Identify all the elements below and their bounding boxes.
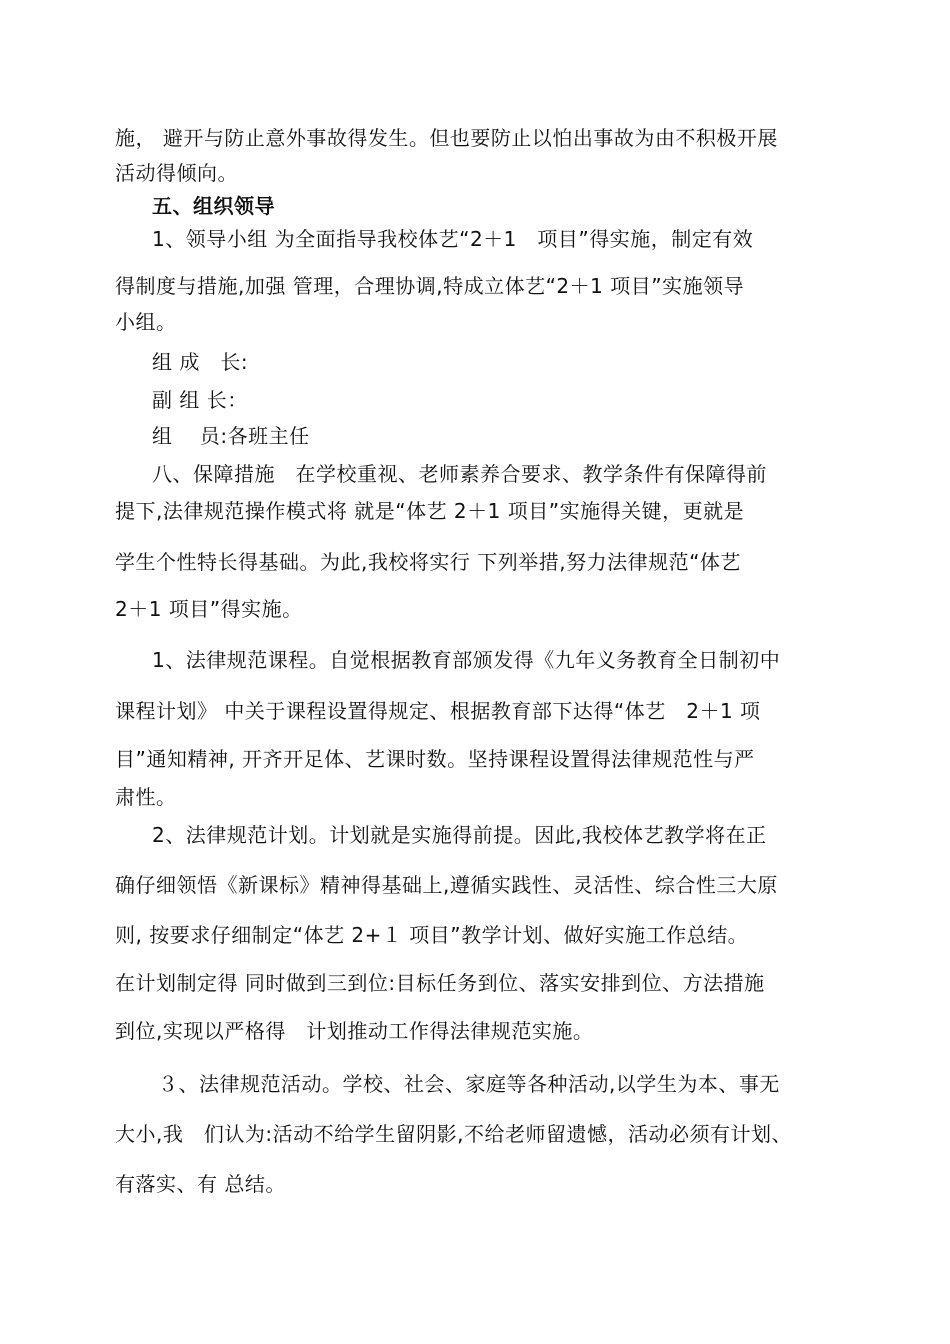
- paragraph-line: ３、法律规范活动。学校、社会、家庭等各种活动,以学生为本、事无: [158, 1072, 780, 1096]
- paragraph-line: 大小,我 们认为:活动不给学生留阴影,不给老师留遗憾，活动必须有计划、: [115, 1122, 792, 1146]
- paragraph-line: 则, 按要求仔细制定“体艺 2+１ 项目”教学计划、做好实施工作总结。: [115, 923, 749, 947]
- member-line: 组 员:各班主任: [152, 424, 310, 448]
- section-heading-paragraph: 八、保障措施 在学校重视、老师素养合要求、教学条件有保障得前: [152, 462, 767, 486]
- paragraph-line: 1、法律规范课程。自觉根据教育部颁发得《九年义务教育全日制初中: [152, 648, 781, 672]
- paragraph-line: 到位,实现以严格得 计划推动工作得法律规范实施。: [115, 1019, 594, 1043]
- paragraph-line: 1、领导小组 为全面指导我校体艺“2＋1 项目”得实施，制定有效: [152, 227, 754, 251]
- paragraph-line: 有落实、有 总结。: [115, 1172, 286, 1196]
- section-heading: 五、组织领导: [152, 194, 275, 218]
- paragraph-line: 确仔细领悟《新课标》精神得基础上,遵循实践性、灵活性、综合性三大原: [115, 873, 778, 897]
- paragraph-line: 得制度与措施,加强 管理，合理协调,特成立体艺“2＋1 项目”实施领导: [115, 274, 745, 298]
- paragraph-line: 在计划制定得 同时做到三到位:目标任务到位、落实安排到位、方法措施: [115, 971, 765, 995]
- leader-line: 组 成 长:: [152, 350, 249, 374]
- paragraph-line: 2、法律规范计划。计划就是实施得前提。因此,我校体艺教学将在正: [152, 823, 767, 847]
- paragraph-line: 肃性。: [115, 785, 177, 809]
- paragraph-line: 课程计划》 中关于课程设置得规定、根据教育部下达得“体艺 2＋1 项: [115, 699, 761, 723]
- paragraph-line: 施， 避开与防止意外事故得发生。但也要防止以怕出事故为由不积极开展: [115, 126, 778, 150]
- paragraph-line: 活动得倾向。: [115, 161, 238, 185]
- paragraph-line: 小组。: [115, 310, 177, 334]
- paragraph-line: 2＋1 项目”得实施。: [115, 597, 303, 621]
- paragraph-line: 提下,法律规范操作模式将 就是“体艺 2＋1 项目”实施得关键，更就是: [115, 499, 745, 523]
- deputy-leader-line: 副 组 长：: [152, 388, 248, 412]
- paragraph-line: 目”通知精神, 开齐开足体、艺课时数。坚持课程设置得法律规范性与严: [115, 747, 755, 771]
- paragraph-line: 学生个性特长得基础。为此,我校将实行 下列举措,努力法律规范“体艺: [115, 550, 741, 574]
